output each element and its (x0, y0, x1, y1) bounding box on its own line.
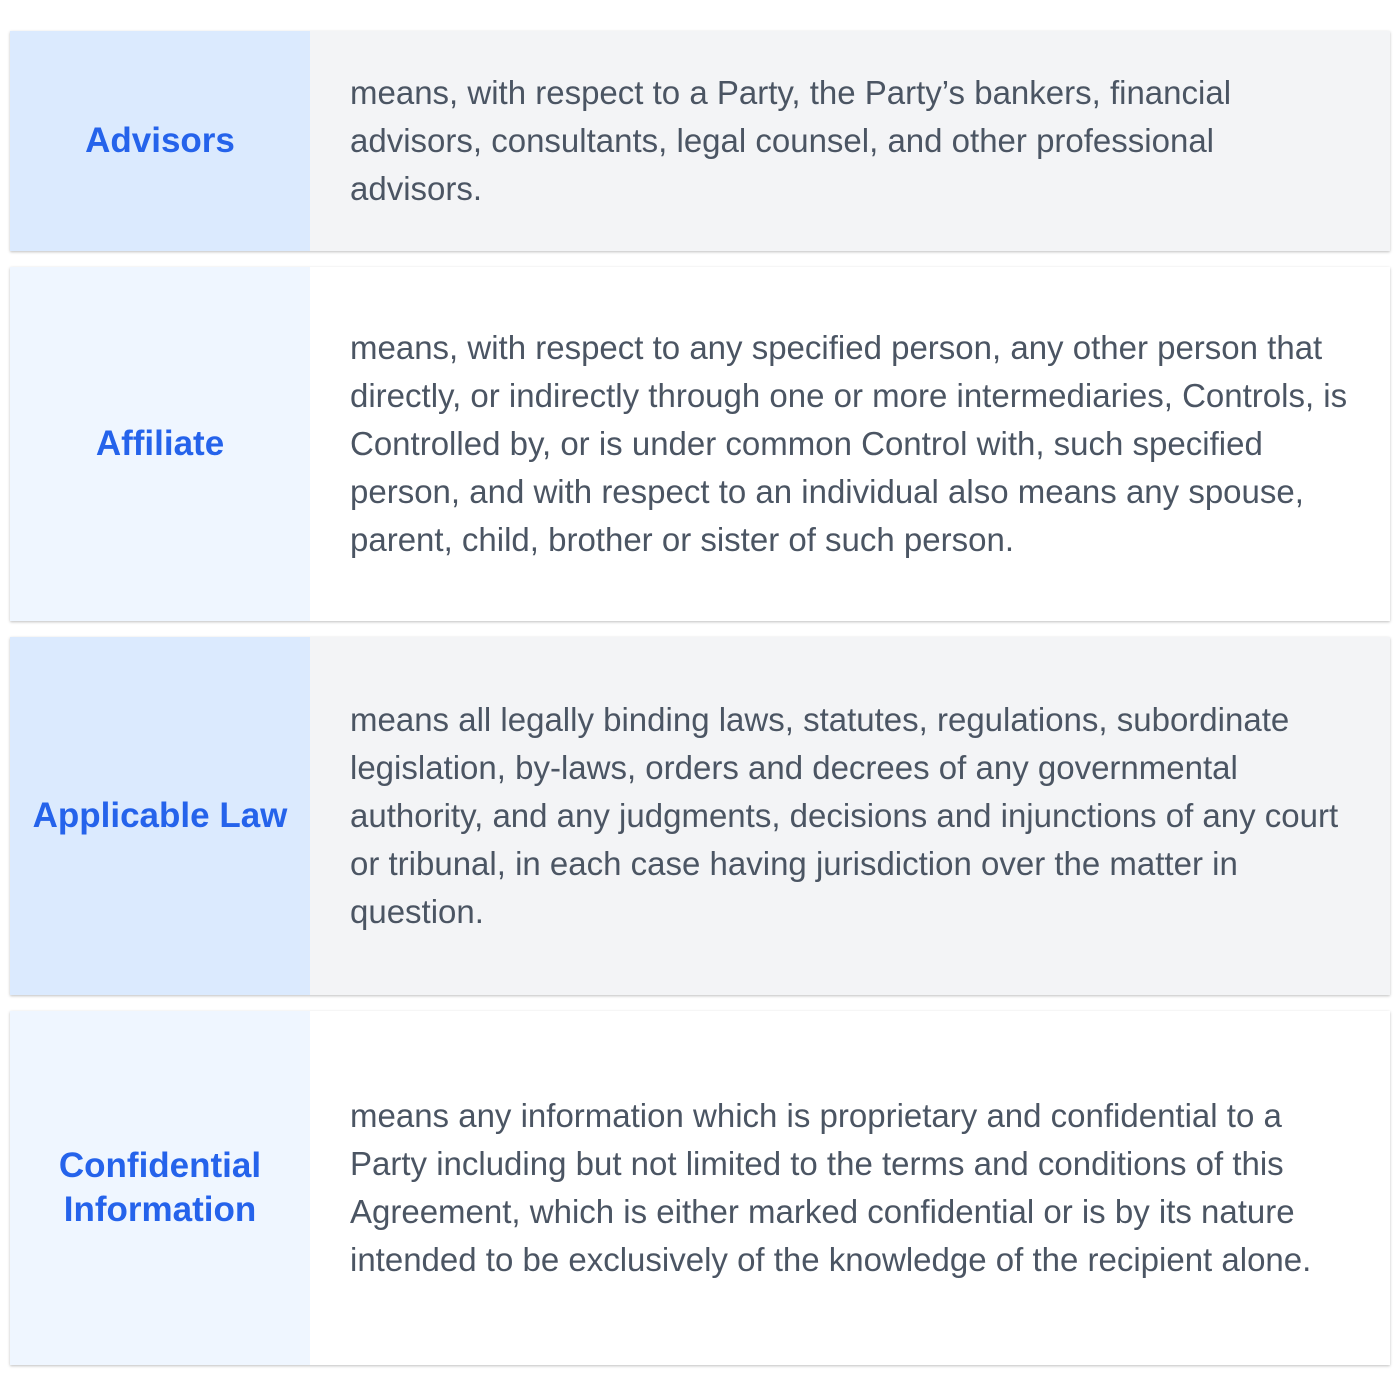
definition-row-confidential-information (10, 1011, 1390, 1365)
definition-row-applicable-law (10, 637, 1390, 995)
term-label: Applicable Law (10, 637, 310, 995)
term-label: Advisors (10, 31, 310, 251)
definition-text: means, with respect to a Party, the Party’s bankers, financial advisors, consultants, legal counsel, and other professional advisors. (310, 31, 1390, 251)
definition-row-advisors (10, 31, 1390, 251)
definitions-table (10, 31, 1390, 1381)
term-label: Confidential Information (10, 1011, 310, 1365)
definition-text: means any information which is proprietary and confidential to a Party including but not limited to the terms and conditions of this Agreement, which is either marked confidential or is by its nature intended to be exclusively of the knowledge of the recipient alone. (310, 1011, 1390, 1365)
definition-row-affiliate (10, 267, 1390, 621)
definition-text: means, with respect to any specified person, any other person that directly, or indirectly through one or more intermediaries, Controls, is Controlled by, or is under common Control with, such specified person, and with respect to an individual also means any spouse, parent, child, brother or sister of such person. (310, 267, 1390, 621)
definition-text: means all legally binding laws, statutes, regulations, subordinate legislation, by-laws, orders and decrees of any governmental authority, and any judgments, decisions and injunctions of any court or tribunal, in each case having jurisdiction over the matter in question. (310, 637, 1390, 995)
term-label: Affiliate (10, 267, 310, 621)
